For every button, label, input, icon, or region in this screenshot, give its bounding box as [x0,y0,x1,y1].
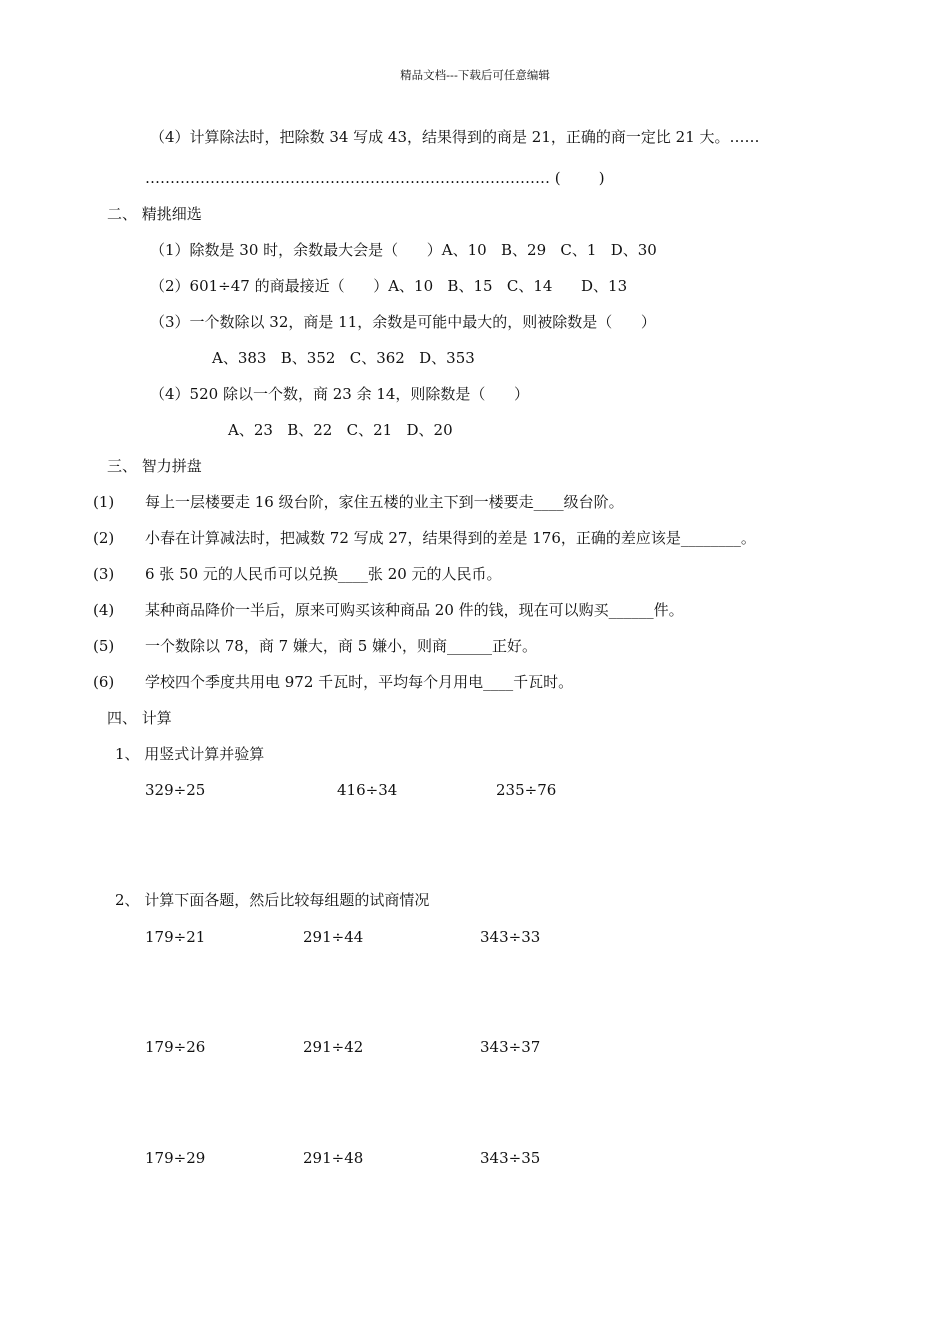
choice-question-2: （2）601÷47 的商最接近（ ）A、10 B、15 C、14 D、13 [150,277,628,295]
choice-question-4-options: A、23 B、22 C、21 D、20 [228,421,453,439]
fill-item-text: 某种商品降价一半后，原来可购买该种商品 20 件的钱，现在可以购买______件。 [145,601,684,619]
calc-problem: 343÷35 [480,1149,541,1167]
fill-item-number: (5) [93,637,115,655]
judge-item-4-answer-line: ……………………………………………………………………… ( ) [145,169,605,187]
calc-problem: 179÷21 [145,928,206,946]
choice-question-3: （3）一个数除以 32，商是 11，余数是可能中最大的，则被除数是（ ） [150,313,656,331]
fill-item-number: (2) [93,529,115,547]
calc-problem: 179÷26 [145,1038,206,1056]
calc-part-1-title: 1、 用竖式计算并验算 [115,745,265,763]
fill-item-text: 小春在计算减法时，把减数 72 写成 27，结果得到的差是 176，正确的差应该是________。 [145,529,756,547]
calc-problem: 343÷37 [480,1038,541,1056]
section-2-title: 二、 精挑细选 [107,205,202,223]
judge-item-4: （4）计算除法时，把除数 34 写成 43，结果得到的商是 21，正确的商一定比 21 大。…… [150,128,760,146]
section-3-title: 三、 智力拼盘 [107,457,202,475]
fill-item-number: (4) [93,601,115,619]
fill-item-number: (6) [93,673,115,691]
page-header: 精品文档---下载后可任意编辑 [400,68,550,82]
fill-item-text: 学校四个季度共用电 972 千瓦时，平均每个月用电____千瓦时。 [145,673,574,691]
calc-problem: 416÷34 [337,781,398,799]
calc-problem: 343÷33 [480,928,541,946]
fill-item-number: (3) [93,565,115,583]
fill-item-number: (1) [93,493,115,511]
choice-question-3-options: A、383 B、352 C、362 D、353 [212,349,475,367]
calc-problem: 179÷29 [145,1149,206,1167]
calc-problem: 329÷25 [145,781,206,799]
fill-item-text: 6 张 50 元的人民币可以兑换____张 20 元的人民币。 [145,565,502,583]
calc-problem: 235÷76 [496,781,557,799]
calc-problem: 291÷48 [303,1149,364,1167]
fill-item-text: 一个数除以 78，商 7 嫌大，商 5 嫌小，则商______正好。 [145,637,538,655]
calc-part-2-title: 2、 计算下面各题，然后比较每组题的试商情况 [115,891,430,909]
section-4-title: 四、 计算 [107,709,172,727]
fill-item-text: 每上一层楼要走 16 级台阶，家住五楼的业主下到一楼要走____级台阶。 [145,493,624,511]
calc-problem: 291÷42 [303,1038,364,1056]
calc-problem: 291÷44 [303,928,364,946]
choice-question-4: （4）520 除以一个数，商 23 余 14，则除数是（ ） [150,385,530,403]
choice-question-1: （1）除数是 30 时，余数最大会是（ ）A、10 B、29 C、1 D、30 [150,241,657,259]
